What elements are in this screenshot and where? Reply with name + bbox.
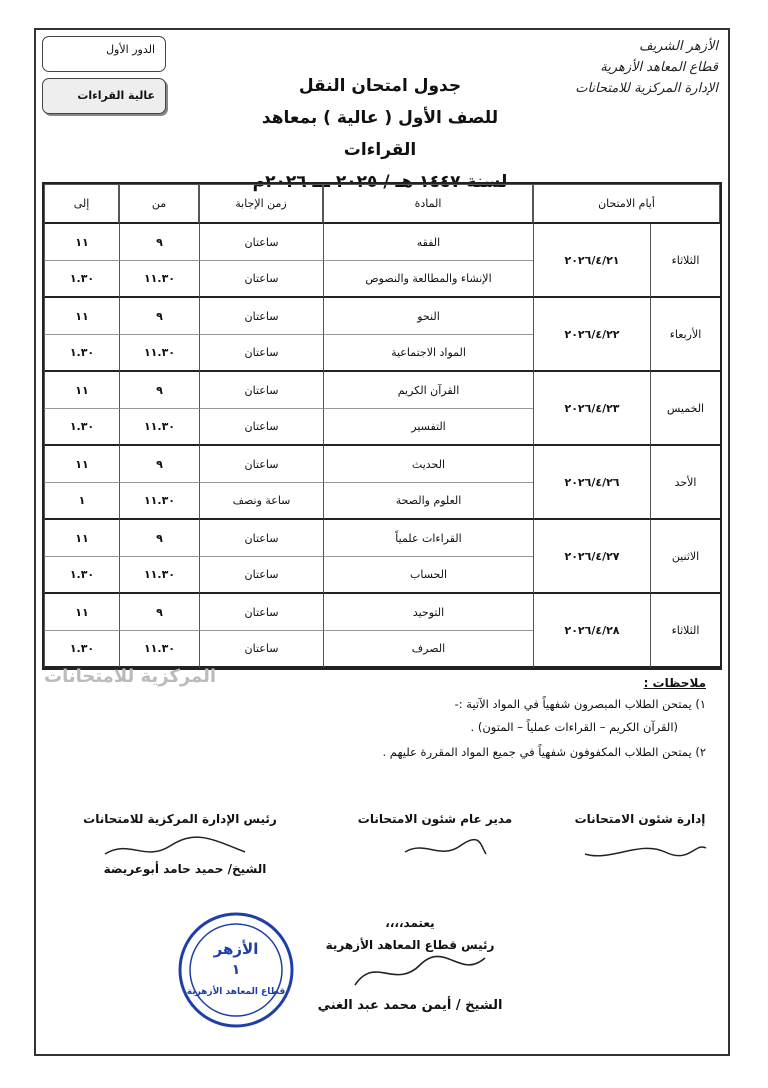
table-row [44, 372, 720, 409]
duration-cell: ساعتان [199, 594, 323, 631]
title-line: للصف الأول ( عالية ) بمعاهد القراءات [261, 108, 499, 160]
to-time-cell: ١١ [44, 446, 119, 483]
table-row [44, 446, 720, 483]
duration-cell: ساعتان [199, 446, 323, 483]
from-time-cell: ٩ [119, 594, 199, 631]
exam-schedule-table [42, 182, 722, 670]
col-header-subject: المادة [323, 184, 533, 224]
duration-cell: ساعتان [199, 409, 323, 446]
table-row [44, 298, 720, 335]
from-time-cell: ٩ [119, 372, 199, 409]
azhar-emblem-text [548, 36, 718, 112]
subject-cell: الإنشاء والمطالعة والنصوص [323, 261, 533, 298]
duration-cell: ساعتان [199, 372, 323, 409]
to-time-cell: ١١ [44, 224, 119, 261]
to-time-cell: ١.٣٠ [44, 631, 119, 668]
round-label: الدور الأول [42, 36, 166, 72]
table-header-row [44, 184, 720, 224]
note-item: ١) يمتحن الطلاب المبصرون شفهياً في المواد الآتية :- [454, 697, 706, 711]
institute-label: عالية القراءات [42, 78, 166, 114]
col-header-to: إلى [44, 184, 119, 224]
note-item: (القرآن الكريم – القراءات عملياً – المتون) . [470, 720, 678, 734]
from-time-cell: ١١.٣٠ [119, 557, 199, 594]
to-time-cell: ١.٣٠ [44, 409, 119, 446]
exam-date: ٢٠٢٦/٤/٢٧ [533, 520, 650, 594]
exam-date: ٢٠٢٦/٤/٢٣ [533, 372, 650, 446]
duration-cell: ساعتان [199, 335, 323, 372]
to-time-cell: ١.٣٠ [44, 557, 119, 594]
col-header-days: أيام الامتحان [533, 184, 720, 224]
table-row [44, 520, 720, 557]
to-time-cell: ١١ [44, 372, 119, 409]
exam-day: الأحد [650, 446, 720, 520]
stamp-line: الأزهر [213, 940, 259, 958]
to-time-cell: ١١ [44, 594, 119, 631]
col-header-duration: زمن الإجابة [199, 184, 323, 224]
from-time-cell: ١١.٣٠ [119, 335, 199, 372]
approved-label: يعتمد،،،، [385, 916, 435, 930]
to-time-cell: ١ [44, 483, 119, 520]
table-row [44, 224, 720, 261]
central-admin-name: الشيخ/ حميد حامد أبوعريضة [103, 862, 267, 876]
stamp-line: ١ [231, 962, 241, 978]
from-time-cell: ١١.٣٠ [119, 409, 199, 446]
subject-cell: التوحيد [323, 594, 533, 631]
title-line: جدول امتحان النقل [298, 76, 462, 96]
duration-cell: ساعة ونصف [199, 483, 323, 520]
exam-date: ٢٠٢٦/٤/٢٢ [533, 298, 650, 372]
signature-scribble-4 [350, 950, 490, 995]
subject-cell: الفقه [323, 224, 533, 261]
table-row [44, 594, 720, 631]
col-header-from: من [119, 184, 199, 224]
signature-scribble-2 [400, 836, 490, 862]
exam-day: الاثنين [650, 520, 720, 594]
note-item: ٢) يمتحن الطلاب المكفوفون شفهياً في جميع المواد المقررة عليهم . [382, 745, 706, 759]
to-time-cell: ١.٣٠ [44, 261, 119, 298]
duration-cell: ساعتان [199, 298, 323, 335]
from-time-cell: ١١.٣٠ [119, 261, 199, 298]
sector-head-title: رئيس قطاع المعاهد الأزهرية [325, 938, 495, 952]
subject-cell: القراءات علمياً [323, 520, 533, 557]
subject-cell: القرآن الكريم [323, 372, 533, 409]
from-time-cell: ١١.٣٠ [119, 631, 199, 668]
emblem-line: الأزهر الشريف [639, 39, 718, 54]
subject-cell: المواد الاجتماعية [323, 335, 533, 372]
subject-cell: الصرف [323, 631, 533, 668]
watermark-text: المركزية للامتحانات [44, 666, 217, 687]
exams-affairs-title: إدارة شئون الامتحانات [574, 812, 706, 826]
duration-cell: ساعتان [199, 224, 323, 261]
general-manager-title: مدير عام شئون الامتحانات [357, 812, 513, 826]
duration-cell: ساعتان [199, 557, 323, 594]
from-time-cell: ٩ [119, 224, 199, 261]
page-title [230, 70, 530, 198]
signature-scribble-1 [100, 834, 250, 864]
signature-scribble-3 [580, 832, 710, 866]
emblem-line: قطاع المعاهد الأزهرية [600, 60, 718, 75]
subject-cell: الحديث [323, 446, 533, 483]
exam-date: ٢٠٢٦/٤/٢٦ [533, 446, 650, 520]
exam-day: الثلاثاء [650, 224, 720, 298]
exam-date: ٢٠٢٦/٤/٢٨ [533, 594, 650, 668]
official-stamp [176, 910, 296, 1030]
subject-cell: العلوم والصحة [323, 483, 533, 520]
exam-day: الأربعاء [650, 298, 720, 372]
to-time-cell: ١١ [44, 520, 119, 557]
exam-date: ٢٠٢٦/٤/٢١ [533, 224, 650, 298]
emblem-line: الإدارة المركزية للامتحانات [575, 81, 718, 96]
duration-cell: ساعتان [199, 631, 323, 668]
exam-day: الثلاثاء [650, 594, 720, 668]
subject-cell: النحو [323, 298, 533, 335]
subject-cell: الحساب [323, 557, 533, 594]
subject-cell: التفسير [323, 409, 533, 446]
sector-head-name: الشيخ / أيمن محمد عبد الغني [317, 998, 503, 1013]
stamp-line: قطاع المعاهد الأزهرية [186, 987, 286, 997]
notes-title: ملاحظات : [643, 676, 706, 690]
title-line: لسنة ١٤٤٧ هـ / ٢٠٢٥ ـــ ٢٠٢٦م [252, 172, 508, 192]
duration-cell: ساعتان [199, 261, 323, 298]
from-time-cell: ٩ [119, 298, 199, 335]
from-time-cell: ٩ [119, 520, 199, 557]
exam-day: الخميس [650, 372, 720, 446]
to-time-cell: ١.٣٠ [44, 335, 119, 372]
duration-cell: ساعتان [199, 520, 323, 557]
table-body [44, 224, 720, 668]
from-time-cell: ١١.٣٠ [119, 483, 199, 520]
from-time-cell: ٩ [119, 446, 199, 483]
to-time-cell: ١١ [44, 298, 119, 335]
central-admin-title: رئيس الإدارة المركزية للامتحانات [83, 812, 277, 826]
